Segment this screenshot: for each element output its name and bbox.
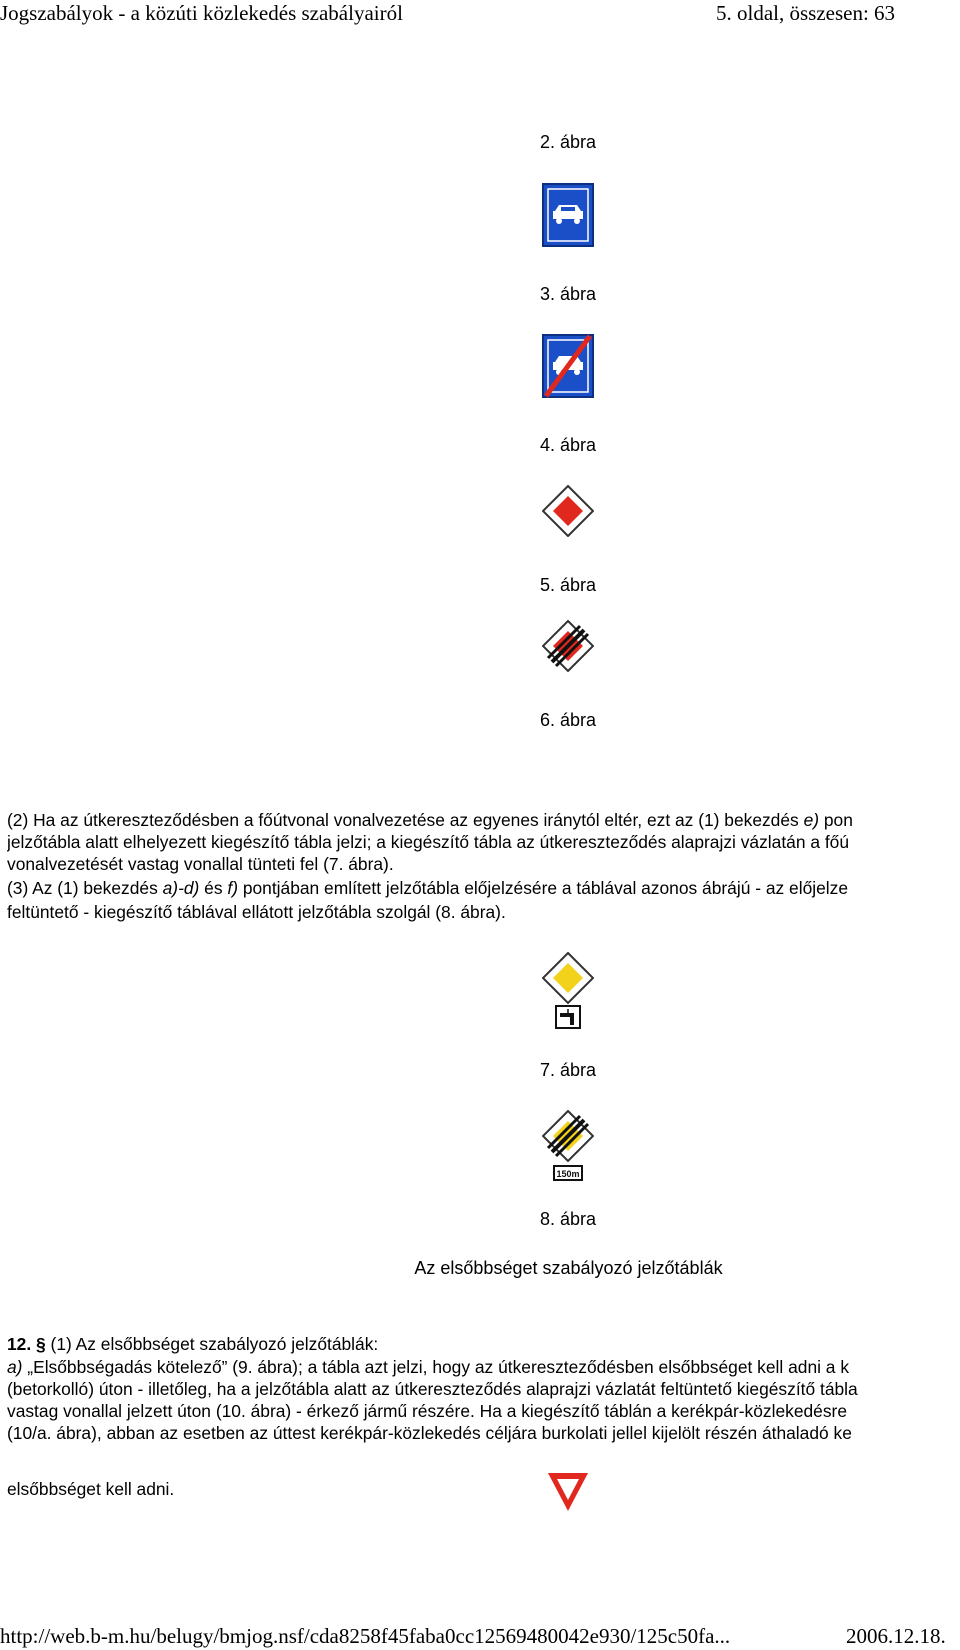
paragraph-3-line-2: feltüntető - kiegészítő táblával ellátott jelzőtábla szolgál (8. ábra). bbox=[7, 902, 506, 922]
paragraph-2-line-3: vonalvezetését vastag vonallal tünteti fel (7. ábra). bbox=[7, 854, 394, 874]
figure-caption-6: 6. ábra bbox=[539, 710, 597, 730]
distance-plate-text: 150m bbox=[556, 1169, 580, 1179]
paragraph-2-line-1: (2) Ha az útkereszteződésben a főútvonal vonalvezetése az egyenes iránytól eltér, ezt az (1) bekezdés e) pon bbox=[7, 810, 853, 830]
page-number: 5. oldal, összesen: 63 bbox=[716, 1, 896, 25]
section-12-line-3: (betorkolló) úton - illetőleg, ha a jelzőtábla alatt az útkereszteződés alaprajzi vázlatát feltüntető kiegészítő tábla bbox=[7, 1379, 858, 1399]
priority-road-with-supplementary-plate-icon bbox=[542, 952, 594, 1030]
motorway-sign-icon bbox=[542, 183, 594, 247]
end-of-priority-road-with-distance-plate-icon bbox=[542, 1110, 594, 1182]
paragraph-3-line-1: (3) Az (1) bekezdés a)-d) és f) pontjában említett jelzőtábla előjelzésére a táblával azonos ábrájú - az előjelze bbox=[7, 878, 849, 898]
section-title: Az elsőbbséget szabályozó jelzőtáblák bbox=[414, 1258, 723, 1278]
section-12-line-1: 12. § (1) Az elsőbbséget szabályozó jelzőtáblák: bbox=[7, 1334, 379, 1354]
figure-caption-4: 4. ábra bbox=[539, 435, 597, 455]
figure-caption-3: 3. ábra bbox=[539, 284, 597, 304]
figure-caption-2: 2. ábra bbox=[539, 132, 597, 152]
print-date: 2006.12.18. bbox=[846, 1624, 946, 1648]
priority-road-sign-icon bbox=[542, 485, 594, 537]
figure-caption-7: 7. ábra bbox=[539, 1060, 597, 1080]
document-title: Jogszabályok - a közúti közlekedés szabályairól bbox=[0, 1, 403, 25]
section-12-line-4: vastag vonallal jelzett úton (10. ábra) - érkező jármű részére. Ha a kiegészítő táblán a kerékpár-közlekedésre bbox=[7, 1401, 847, 1421]
give-way-sign-icon bbox=[546, 1470, 590, 1514]
figure-caption-5: 5. ábra bbox=[539, 575, 597, 595]
section-12-line-6: elsőbbséget kell adni. bbox=[7, 1479, 175, 1499]
paragraph-2-line-2: jelzőtábla alatt elhelyezett kiegészítő tábla jelzi; a kiegészítő tábla az útkereszteződés alaprajzi vázlatán a főú bbox=[7, 832, 850, 852]
page-footer bbox=[0, 1622, 960, 1650]
source-url[interactable]: http://web.b-m.hu/belugy/bmjog.nsf/cda8258f45faba0cc12569480042e930/125c50fa... bbox=[0, 1624, 731, 1648]
end-of-priority-road-sign-icon bbox=[542, 620, 594, 672]
end-of-motorway-sign-icon bbox=[542, 334, 594, 398]
section-12-line-2: a) „Elsőbbségadás kötelező” (9. ábra); a tábla azt jelzi, hogy az útkereszteződésben elsőbbséget kell adni a k bbox=[7, 1357, 850, 1377]
page-header bbox=[0, 0, 960, 26]
section-12-line-5: (10/a. ábra), abban az esetben az úttest kerékpár-közlekedés céljára burkolati jellel kijelölt részén áthaladó ke bbox=[7, 1423, 852, 1443]
figure-caption-8: 8. ábra bbox=[539, 1209, 597, 1229]
